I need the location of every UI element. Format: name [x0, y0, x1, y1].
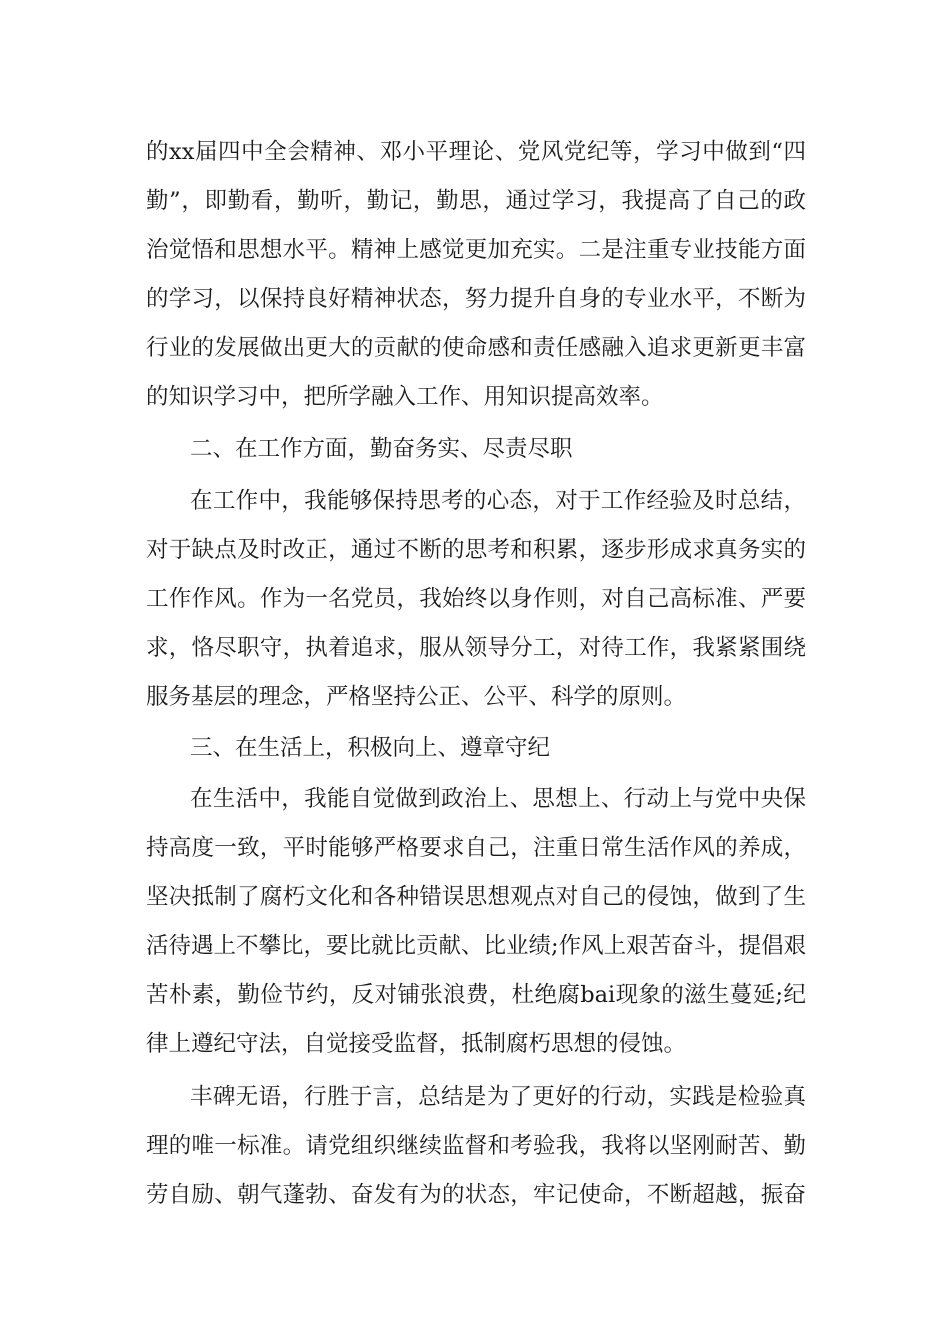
- text-line: 理的唯一标准。请党组织继续监督和考验我，我将以坚刚耐苦、勤: [146, 1133, 806, 1159]
- text-line: 求，恪尽职守，执着追求，服从领导分工，对待工作，我紧紧围绕: [146, 635, 806, 661]
- text-line: 对于缺点及时改正，通过不断的思考和积累，逐步形成求真务实的: [146, 537, 806, 563]
- text-line: 坚决抵制了腐朽文化和各种错误思想观点对自己的侵蚀，做到了生: [146, 884, 806, 910]
- text-line: 的学习，以保持良好精神状态，努力提升自身的专业水平，不断为: [146, 286, 806, 312]
- text-line: 劳自励、朝气蓬勃、奋发有为的状态，牢记使命，不断超越，振奋: [146, 1182, 806, 1208]
- text-line: 持高度一致，平时能够严格要求自己，注重日常生活作风的养成，: [146, 835, 806, 861]
- section-heading: 二、在工作方面，勤奋务实、尽责尽职: [190, 436, 573, 462]
- text-line: 工作作风。作为一名党员，我始终以身作则，对自己高标准、严要: [146, 586, 806, 612]
- section-heading: 三、在生活上，积极向上、遵章守纪: [190, 735, 551, 761]
- text-line: 行业的发展做出更大的贡献的使命感和责任感融入追求更新更丰富: [146, 335, 806, 361]
- text-line: 律上遵纪守法，自觉接受监督，抵制腐朽思想的侵蚀。: [146, 1031, 687, 1057]
- text-line: 在生活中，我能自觉做到政治上、思想上、行动上与党中央保: [190, 786, 806, 812]
- text-line: 丰碑无语，行胜于言，总结是为了更好的行动，实践是检验真: [190, 1084, 806, 1110]
- text-line: 活待遇上不攀比，要比就比贡献、比业绩;作风上艰苦奋斗，提倡艰: [146, 933, 807, 959]
- text-line: 的xx届四中全会精神、邓小平理论、党风党纪等，学习中做到“四: [146, 139, 806, 165]
- text-line: 服务基层的理念，严格坚持公正、公平、科学的原则。: [146, 684, 687, 710]
- text-line: 治觉悟和思想水平。精神上感觉更加充实。二是注重专业技能方面: [146, 237, 806, 263]
- text-line: 勤”，即勤看，勤听，勤记，勤思，通过学习，我提高了自己的政: [146, 188, 806, 214]
- text-line: 在工作中，我能够保持思考的心态，对于工作经验及时总结，: [190, 488, 806, 514]
- text-line: 苦朴素，勤俭节约，反对铺张浪费，杜绝腐bai现象的滋生蔓延;纪: [146, 982, 806, 1008]
- text-line: 的知识学习中，把所学融入工作、用知识提高效率。: [146, 384, 664, 410]
